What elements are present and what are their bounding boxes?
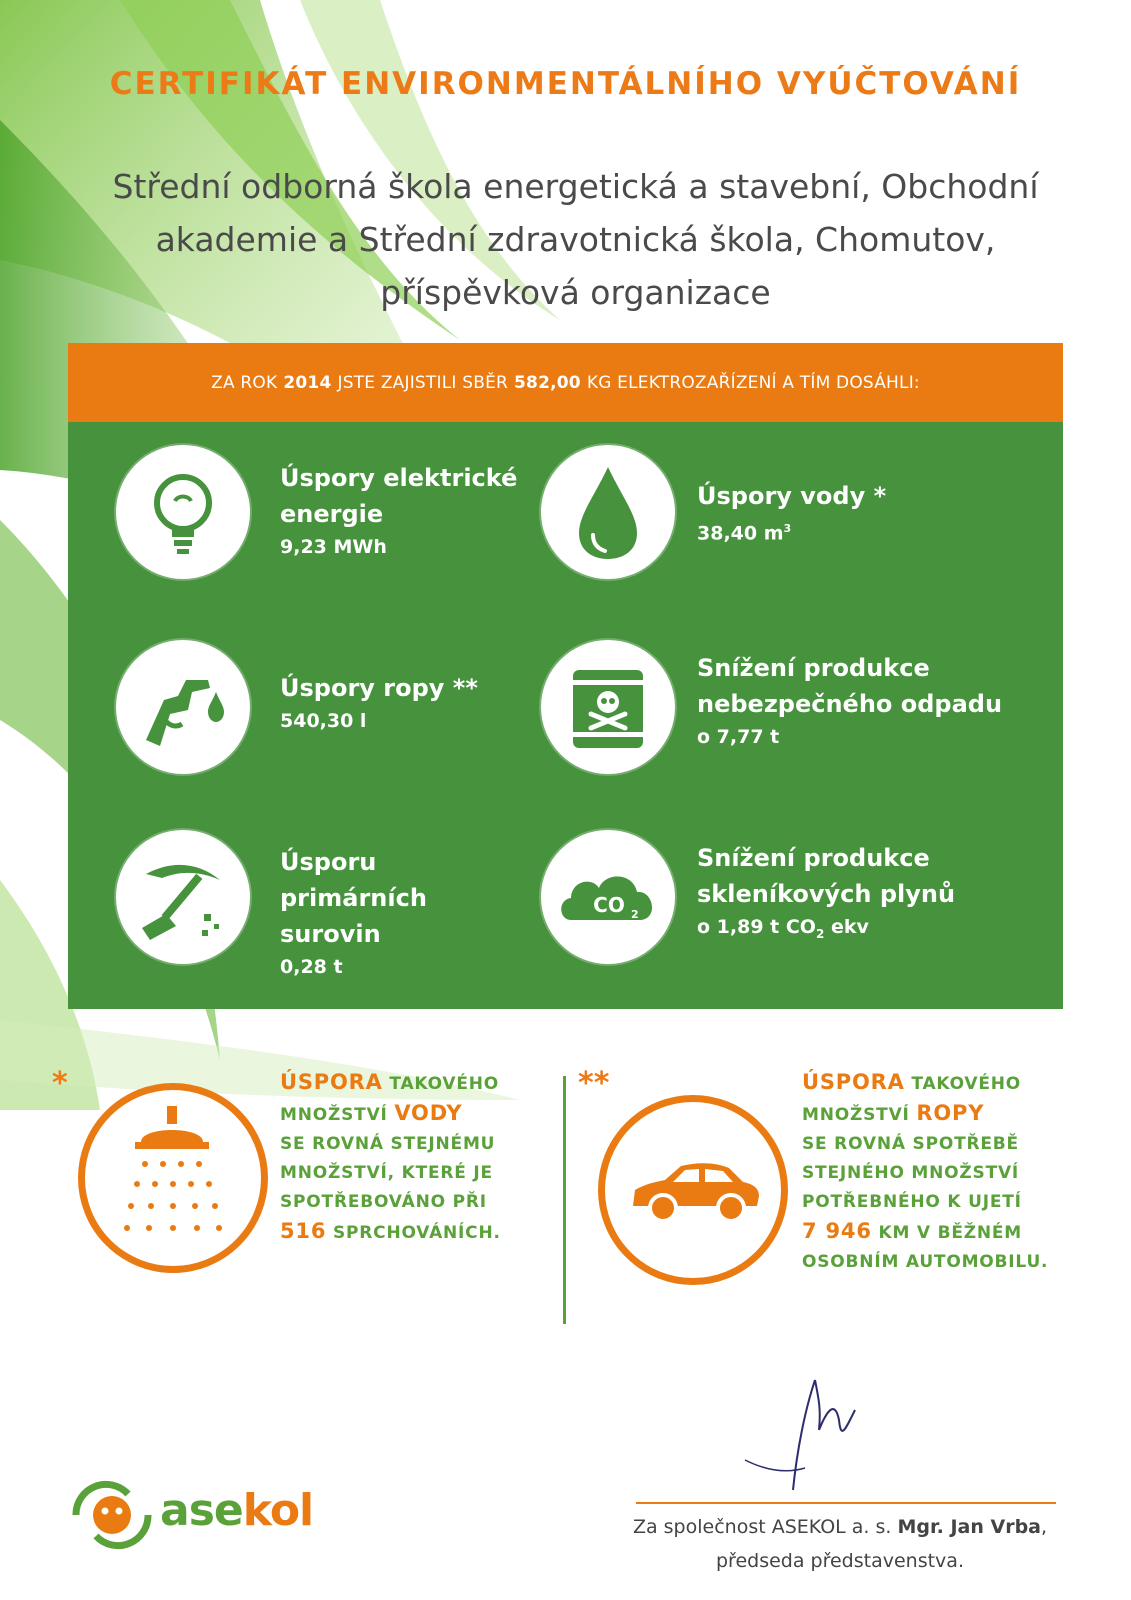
banner-amount: 582,00: [514, 372, 581, 393]
toxic-barrel-icon: [541, 640, 675, 774]
svg-text:2: 2: [631, 908, 639, 921]
footnote-divider: [563, 1076, 566, 1324]
raw-materials-value: 0,28 t: [280, 956, 343, 978]
oil-footnote-marker: **: [578, 1066, 610, 1101]
oil-value: 540,30 l: [280, 710, 367, 732]
banner-text-2: JSTE ZAJISTILI SBĚR: [337, 372, 509, 393]
shower-icon: [78, 1083, 268, 1273]
svg-text:CO: CO: [593, 893, 625, 917]
electricity-label: Úspory elektrické energie: [280, 464, 518, 528]
asekol-logo-text: asekol: [160, 1485, 314, 1536]
hazardous-waste-reduction: [697, 650, 1017, 752]
oil-equivalence-text: ÚSPORA TAKOVÉHO MNOŽSTVÍ ROPY SE ROVNÁ SPOTŘEBĚ STEJNÉHO MNOŽSTVÍ POTŘEBNÉHO K UJETÍ 7 946 KM V BĚŽNÉM OSOBNÍM AUTOMOBILU.: [802, 1070, 1049, 1272]
water-drop-icon: [541, 445, 675, 579]
water-value: 38,40 $m^3$: [697, 522, 792, 545]
banner-text-1: ZA ROK: [211, 372, 278, 393]
organization-line-2: akademie a Střední zdravotnická škola, Chomutov,: [155, 220, 996, 259]
certificate-title: CERTIFIKÁT ENVIRONMENTÁLNÍHO VYÚČTOVÁNÍ: [109, 66, 1022, 102]
pickaxe-icon: [116, 830, 250, 964]
banner-year: 2014: [283, 372, 332, 393]
car-icon: [598, 1095, 788, 1285]
electricity-value: 9,23 MWh: [280, 536, 387, 558]
water-footnote-marker: *: [52, 1066, 68, 1101]
signatory: Za společnost ASEKOL a. s. Mgr. Jan Vrba, předseda představenstva.: [632, 1516, 1048, 1572]
co2-cloud-icon: [541, 830, 675, 964]
water-saving: [697, 478, 1017, 548]
electricity-saving: [280, 460, 520, 562]
lightbulb-icon: [116, 445, 250, 579]
greenhouse-gas-value: o 1,89 t $CO_2$ ekv: [697, 916, 869, 941]
water-equivalence-text: ÚSPORA TAKOVÉHO MNOŽSTVÍ VODY SE ROVNÁ STEJNÉMU MNOŽSTVÍ, KTERÉ JE SPOTŘEBOVÁNO PŘI 516 SPRCHOVÁNÍCH.: [280, 1070, 501, 1243]
hazardous-waste-value: o 7,77 t: [697, 726, 780, 748]
fuel-nozzle-icon: [116, 640, 250, 774]
collection-banner: [68, 343, 1063, 422]
organization-name: [60, 160, 1091, 319]
greenhouse-gas-label: Snížení produkce skleníkových plynů: [697, 844, 956, 908]
signature: [735, 1370, 905, 1500]
organization-line-3: příspěvková organizace: [380, 273, 771, 312]
banner-text-3: KG ELEKTROZAŘÍZENÍ A TÍM DOSÁHLI:: [586, 372, 920, 393]
oil-label: Úspory ropy **: [280, 674, 478, 702]
oil-saving: [280, 670, 520, 736]
raw-materials-saving: [280, 844, 520, 982]
water-label: Úspory vody *: [697, 482, 887, 510]
greenhouse-gas-reduction: [697, 840, 1017, 949]
organization-line-1: Střední odborná škola energetická a stavební, Obchodní: [112, 167, 1039, 206]
hazardous-waste-label: Snížení produkce nebezpečného odpadu: [697, 654, 1003, 718]
signature-line: [636, 1502, 1056, 1504]
raw-materials-label: Úsporu primárních surovin: [280, 848, 427, 948]
